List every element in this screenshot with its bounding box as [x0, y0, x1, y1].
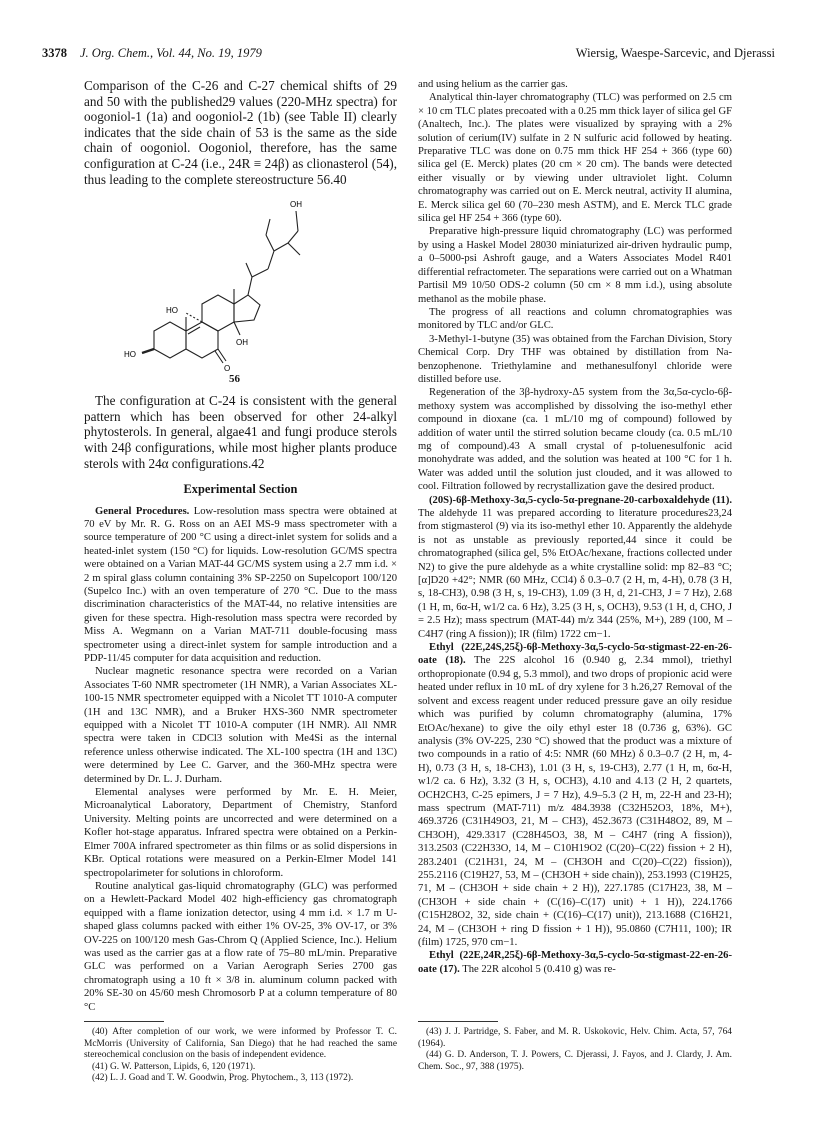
- running-authors: Wiersig, Waespe-Sarcevic, and Djerassi: [575, 46, 775, 60]
- general-procedures-paragraph: [84, 505, 397, 666]
- ester-17-heading: Ethyl (22E,24R,25ξ)-6β-Methoxy-3α,5-cyclo-5α-stigmast-22-en-26-oate (17).: [418, 950, 732, 975]
- progress-paragraph: The progress of all reactions and column chromatographies was monitored by TLC and/or GLC.: [418, 306, 732, 332]
- label-ho-left: HO: [124, 350, 136, 360]
- tlc-paragraph: Analytical thin-layer chromatography (TLC) was performed on 2.5 cm × 10 cm TLC plates precoated with a 0.25 mm thick layer of silica gel GF (Analtech, Inc.). The plates were visualized by spraying with a 2% solution of cerium(IV) sulfate in 2 N sulfuric acid followed by heating. Preparative TLC was done on 0.75 mm thick HF 254 + 366 (type 60) silica gel (E. Merck) plates (20 cm × 20 cm). The bands were detected either visually or by viewing under ultraviolet light. Column chromatography was carried out on E. Merck neutral, activity II alumina, E. Merck silica gel 60 (70–230 mesh ASTM), and E. Merck TLC grade silica gel HF 254 + 366 (type 60).: [418, 92, 732, 225]
- ring-c: [202, 295, 234, 331]
- carrier-gas-line: and using helium as the carrier gas.: [418, 79, 568, 90]
- aldehyde-11-heading: (20S)-6β-Methoxy-3α,5-cyclo-5α-pregnane-20-carboxaldehyde (11).: [429, 494, 732, 506]
- section-title: Experimental Section: [183, 482, 298, 497]
- intro-paragraph: Comparison of the C-26 and C-27 chemical shifts of 29 and 50 with the published29 values (220-MHz spectra) for oogoniol-1 (1a) and oogoniol-2 (1b) (see Table II) clearly indicates that the side chain of 53 is the same as the side chain of oogoniol. Oogoniol, therefore, has the same configuration at C-24 (i.e., 24R ≡ 24β) as clionasterol (54), thus leading to the complete stereostructure 56.40: [84, 78, 397, 187]
- ester-18-heading: Ethyl (22E,24S,25ξ)-6β-Methoxy-3α,5-cyclo-5α-stigmast-22-en-26-oate (18).: [418, 642, 732, 667]
- running-header: [42, 46, 775, 62]
- label-ho-middle: HO: [166, 306, 178, 316]
- aldehyde-11-text: The aldehyde 11 was prepared according to literature procedures23,24 from stigmasterol (9) via its iso-methyl ether 10. Apparently the aldehyde is not as unstable as previously reported,44 since it could be chromatographed (silica gel, 5% EtOAc/hexane, fractions collected under N2) to give the pure aldehyde as a white crystalline solid: mp 82–83 °C; [α]D20 +42°; NMR (60 MHz, CCl4) δ 0.3–0.7 (2 H, m, 4-H), 0.78 (3 H, s, 18-CH3), 0.98 (3 H, s, 19-CH3), 1.09 (3 H, d, 21-CH3, J = 7 Hz), 2.68 (1 H, m, 6α-H, w1/2 ca. 6 Hz), 3.25 (3 H, s, OCH3), 9.53 (1 H, d, CHO, J = 2.5 Hz); mass spectrum (MAT-44) m/z 344 (25%, M+), 289 (100, M – C4H7 (ring A fission)); IR (film) 1722 cm−1.: [418, 508, 732, 640]
- hplc-paragraph: Preparative high-pressure liquid chromatography (LC) was performed by using a Haskel Model 28030 miniaturized air-driven hydraulic pump, a 0–5000-psi Ashroft gauge, and a Waters Associates Model R401 differential refractometer. The separations were carried out on a Whatman Partisil M9 10/50 ODS-2 column (50 cm × 8 mm i.d.), using absolute methanol as the mobile phase.: [418, 226, 732, 305]
- footnote-44: (44) G. D. Anderson, T. J. Powers, C. Djerassi, J. Fayos, and J. Clardy, J. Am. Chem. Soc., 97, 388 (1975).: [418, 1050, 732, 1072]
- right-column: [418, 78, 732, 976]
- footnote-rule-left: [84, 1021, 164, 1022]
- glc-paragraph: Routine analytical gas-liquid chromatography (GLC) was performed on a Hewlett-Packard Model 402 high-efficiency gas chromatograph equipped with a flame ionization detector, using 4 mm i.d. × 1.7 m U-shaped glass columns packed with either 1% OV-25, 3% OV-17, or 3% OV-225 on 100/120 mesh Gas-Chrom Q (Applied Science, Inc.). Helium was used as the carrier gas at a flow rate of 75–80 mL/min. Preparative GLC was performed on a Varian Aerograph Series 2700 gas chromatograph using a 10 ft × 3/8 in. aluminum column packed with 20% SE-30 on 45/60 mesh Chromosorb P at a column temperature of 80 °C: [84, 880, 397, 1013]
- general-procedures-text: Low-resolution mass spectra were obtained at 70 eV by Mr. R. G. Ross on an AEI MS-9 mass spectrometer with a source temperature of 200 °C using a direct-inlet system for solids and a heated-inlet system (150 °C) for liquids. Low-resolution GC/MS spectra were obtained on a Varian MAT-44 GC/MS system using a 2.7 mm i.d. × 2 m spiral glass column containing 3% SP-2250 on Supelcoport 100/120 (Supelco Inc.) with an oven temperature of 270 °C. Due to the mass discrimination characteristics of the MAT-44, no relative intensities are given for these spectra. High-resolution mass spectra were recorded by Miss A. Wegmann on a Varian MAT-711 double-focusing mass spectrometer using a direct-inlet system for sample introduction and a PDP-11/45 computer for data acquisition and reduction.: [84, 505, 398, 664]
- regeneration-paragraph: Regeneration of the 3β-hydroxy-Δ5 system from the 3α,5α-cyclo-6β-methoxy system was accomplished by dissolving the iso-methyl ether compound in dioxane (ca. 1 mL/10 mg of compound) followed by addition of water until the stirred solution became cloudy (ca. 0.5 mL/10 mg of compound).43 A small crystal of p-toluenesulfonic acid monohydrate was added, and the solution was heated at 100 °C for 1 h. Water was added until the solution just clouded, and it was allowed to cool. Filtration followed by recrystallization gave the desired product.: [418, 387, 732, 493]
- ring-a: [154, 322, 186, 358]
- butyne-paragraph: 3-Methyl-1-butyne (35) was obtained from the Farchan Division, Story Chemical Corp. Dry THF was obtained by distillation from Na-benzophenone. Triethylamine and methanesulfonyl chloride were distilled before use.: [418, 333, 732, 385]
- footnote-40: (40) After completion of our work, we were informed by Professor T. C. McMorris (University of California, San Diego) that he had reached the same stereochemical conclusion on the basis of independent evidence.: [84, 1027, 397, 1061]
- ring-b: [186, 322, 218, 358]
- ester-18-paragraph: [418, 641, 732, 949]
- elemental-analysis-paragraph: Elemental analyses were performed by Mr. E. H. Meier, Microanalytical Laboratory, Department of Chemistry, Stanford University. Melting points are uncorrected and were determined on a Kofler hot-stage apparatus. Infrared spectra were obtained on a Perkin-Elmer 700A infrared spectrometer as thin films or as solid dispersions in KBr. Optical rotations were measured on a Perkin-Elmer Model 141 spectropolarimeter for solutions in chloroform.: [84, 787, 397, 879]
- footnotes-right: [418, 1027, 732, 1073]
- configuration-paragraph: The configuration at C-24 is consistent with the general pattern which has been observed for other 24-alkyl phytosterols. In general, algae41 and fungi produce sterols with 24β configurations, while most higher plants produce sterols with 24α configurations.42: [84, 393, 397, 471]
- label-oh-bottom: OH: [236, 338, 248, 348]
- footnote-42: (42) L. J. Goad and T. W. Goodwin, Prog. Phytochem., 3, 113 (1972).: [92, 1073, 354, 1084]
- aldehyde-11-paragraph: [418, 494, 732, 641]
- footnotes-left: [84, 1027, 397, 1085]
- left-column: [84, 78, 397, 1014]
- footnote-43: (43) J. J. Partridge, S. Faber, and M. R. Uskokovic, Helv. Chim. Acta, 57, 764 (1964).: [418, 1027, 732, 1049]
- structure-56-figure: [84, 189, 397, 389]
- label-oh-top: OH: [290, 200, 302, 210]
- steroid-structure-drawing: [84, 189, 397, 389]
- ester-17-paragraph: [418, 949, 732, 976]
- footnote-41: (41) G. W. Patterson, Lipids, 6, 120 (1971).: [92, 1061, 256, 1072]
- ester-17-text: The 22R alcohol 5 (0.410 g) was re-: [462, 963, 616, 975]
- ester-18-text: The 22S alcohol 16 (0.940 g, 2.34 mmol), triethyl orthopropionate (0.94 g, 5.3 mmol), and two drops of propionic acid were heated under reflux in 10 mL of dry xylene for 3 h.26,27 Removal of the solvent and excess reagent under reduced pressure gave an oily residue which was purified by column chromatography (alumina, 17% EtOAc/hexane) to give the oily ethyl ester 18 (0.736 g, 63%). GC analysis (3% OV-225, 230 °C) showed that the product was a mixture of two compounds in a ratio of 4:5: NMR (60 MHz) δ 0.3–0.7 (2 H, m, 4-H), 0.73 (3 H, s, 18-CH3), 1.01 (3 H, s, 19-CH3), 2.77 (1 H, m, 6α-H, w1/2 ca. 6 Hz), 3.32 (3 H, s, OCH3), 4.10 and 4.13 (2 H, 2 quartets, OCH2CH3, C-25 epimers, J = 7 Hz), 4.9–5.3 (2 H, m, 22-H and 23-H); mass spectrum (MAT-711) m/z 484.3938 (C32H52O3, 18%, M+), 469.3726 (C31H49O3, 21, M – CH3), 452.3673 (C31H48O2, 89, M – CH3OH), 429.3317 (C28H45O3, 38, M – C4H7 (ring A fission)), 313.2503 (C22H33O, 14, M – C10H19O2 (C(20)–C(22) fission + 2 H), 283.2401 (C21H31, 24, M – (CH3OH and C(20)–C(22) fission)), 255.2116 (C19H27, 53, M – (CH3OH + side chain)), 253.1993 (C19H25, 71, M – (CH3OH + side chain + 2 H)), 227.1785 (C17H23, 38, M – (CH3OH + side chain + (C(16)–C(17) unit) + 1 H)), 224.1766 (C15H28O2, 32, side chain + (C(16)–C(17) unit)), 213.1688 (C16H21, 24, M – (CH3OH + ring D fission + 1 H)), 95.0860 (C7H11, 100); IR (film) 1725, 970 cm−1.: [418, 655, 732, 948]
- label-ketone-o: O: [224, 364, 231, 374]
- footnote-rule-right: [418, 1021, 498, 1022]
- ring-d: [234, 295, 260, 322]
- general-procedures-heading: General Procedures.: [95, 505, 190, 517]
- page-number: 3378: [42, 46, 67, 60]
- nmr-paragraph: Nuclear magnetic resonance spectra were recorded on a Varian Associates T-60 NMR spectrometer (1H NMR), a Varian Associates XL-100-15 NMR spectrometer equipped with a Nicolet TT 1010-A computer (1H and 13C NMR), and a Bruker HXS-360 NMR spectrometer equipped with a Nicolet TT 1010-A computer (1H NMR). All NMR spectra were taken in CDCl3 solution with Me4Si as the internal reference unless otherwise indicated. The XL-100 spectra (1H and 13C) were determined by Lee C. Garver, and the 360-MHz spectra were determined by Dr. L. J. Durham.: [84, 666, 397, 785]
- journal-citation: J. Org. Chem., Vol. 44, No. 19, 1979: [80, 46, 262, 60]
- compound-number: 56: [229, 373, 240, 386]
